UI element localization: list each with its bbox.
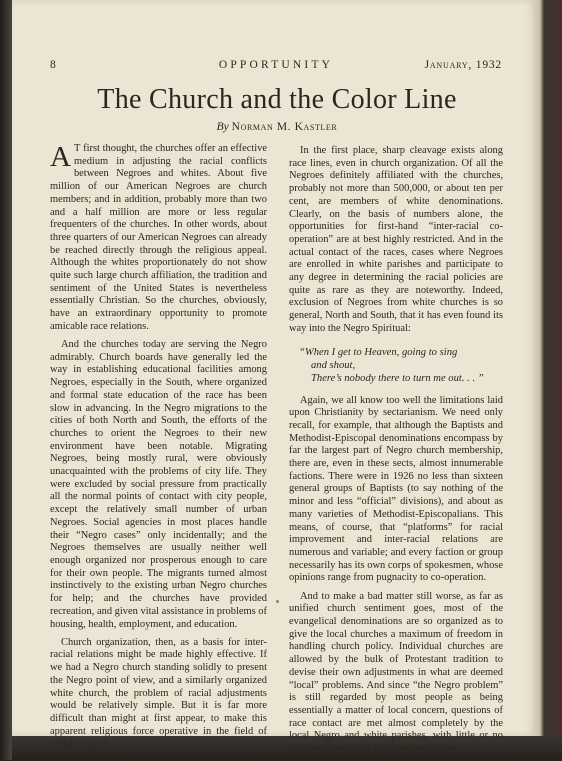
page-number: 8 bbox=[50, 59, 57, 71]
issue-date: January, 1932 bbox=[424, 59, 502, 71]
publication-name: OPPORTUNITY bbox=[218, 59, 334, 71]
drop-cap: A bbox=[50, 141, 71, 173]
article-title: The Church and the Color Line bbox=[97, 84, 457, 115]
verse-line: “When I get to Heaven, going to sing bbox=[299, 346, 458, 358]
running-header bbox=[50, 59, 502, 73]
spiritual-quote bbox=[289, 346, 503, 385]
author-name: Norman M. Kastler bbox=[231, 121, 338, 133]
paragraph bbox=[50, 143, 267, 334]
paragraph: Again, we all know too well the limitations laid upon Christianity by sectarianism. We need only recall, for example, that although the Baptists and Methodist-Episcopal denominations encompass by far the largest part of Negro church membership, there are, even in these sects, almost innumerable factions. There were in 1926 no less than sixteen general groups of Baptists (to say nothing of the minor and less “official” divisions), and about as many varieties of Methodist-Episcopalians. This means, of course, that “platforms” for racial improvement and inter-racial relations are numerous and variable; and every faction or group necessarily has its own corps of spokesmen, whose opinions range from pugnacity to co-operation. bbox=[289, 394, 503, 584]
right-column bbox=[289, 145, 503, 761]
book-binding-left bbox=[0, 0, 12, 760]
left-column bbox=[50, 143, 267, 757]
byline bbox=[38, 121, 516, 133]
book-binding-right bbox=[534, 0, 562, 760]
paragraph: In the first place, sharp cleavage exists along race lines, even in church organization. Of all the Negroes definitely affiliated with the churches, probably not more than 500,000, or about ten per cent, are members of white denominations. Clearly, on the basis of numbers alone, the opportunities for first-hand “inter-racial co-operation” are at best highly restricted. And in the actual contact of the races, cases where Negroes are enrolled in white parishes and participate to any degree in determining the racial policies are quite as rare as they are noteworthy. Indeed, exclusion of Negroes from white churches is so general, North and South, that it has even found its way into the Negro Spiritual: bbox=[289, 145, 503, 334]
paragraph: Church organization, then, as a basis for inter-racial relations might be made highly effective. If we had a Negro church standing solidly to present the Negro point of view, and a similarly organized white church, the problem of racial adjustments would be relatively simple. But it is far more difficult than might at first appear, to make this apparent religious force operative in the field of racial contacts. bbox=[50, 636, 267, 750]
paragraph: And to make a bad matter still worse, as far as unified church sentiment goes, most of the evangelical denominations are so organized as to give the local churches a maximum of freedom in handling church policy. Individual churches are allowed by the bulk of Protestant tradition to devise their own adjustments in what are deemed “local” problems. And since “the Negro problem” is still regarded by most people as being essentially a matter of local concern, questions of race contact are met almost completely by the local Negro and white parishes, with little or no guidance from their larger organizations. bbox=[289, 590, 503, 755]
gutter-dot bbox=[276, 600, 279, 603]
verse-line: and shout, bbox=[311, 359, 356, 371]
lead-letter: T bbox=[73, 143, 81, 154]
paragraph-text: first thought, the churches offer an effective medium in adjusting the racial conflicts between Negroes and whites. About five million of our American Negroes are church members; and in addition, probably more than two and a half million are more or less regular frequenters of the churches. In other words, about three quarters of our American Negroes can already be reached directly through the religious appeal. Although the whites proportionately do not show quite such large church affiliation, the tradition and sentiment of the United States is nevertheless essentially Christian. So the churches, obviously, have an extraordinary opportunity to promote amicable race relations. bbox=[50, 143, 267, 332]
paragraph: And the churches today are serving the Negro admirably. Church boards have generally led the way in establishing educational facilities among Negroes, especially in the South, where organized and formal state education of the race has been slow in advancing. In the Negro migrations to the cities of both North and South, the efforts of the churches to orient the Negroes to their new environment have been notable. Migrating Negroes, being mostly rural, were obviously unacquainted with the problems of city life. They were excluded by social pressure from practically all the normal points of contact with city people, except the relatively small number of urban Negroes. Social agencies in most places handle their “Negro cases” only incidentally; and the Negroes themselves are usually neither well enough organized nor prosperous enough to care for their own people. The migrants turned almost instinctively to the existing urban Negro churches for help; and the churches have provided recreation, and given vital assistance in problems of housing, health, employment, and education. bbox=[50, 339, 267, 630]
verse-line: There’s nobody there to turn me out. . . ” bbox=[311, 372, 484, 384]
byline-prefix: By bbox=[216, 121, 229, 133]
